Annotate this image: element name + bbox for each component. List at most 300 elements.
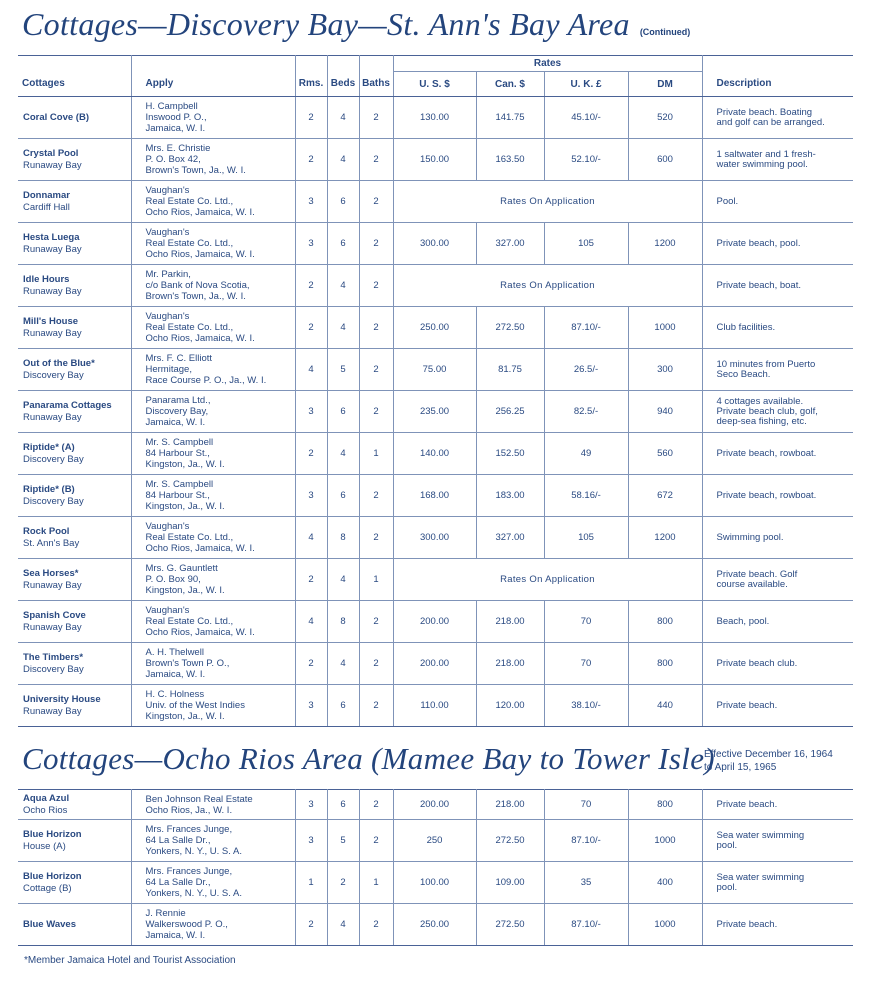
description-cell — [702, 475, 853, 517]
apply-line: Mrs. Frances Junge, — [145, 866, 233, 877]
beds-cell: 2 — [327, 862, 359, 904]
header-row — [18, 72, 853, 97]
apply-line: Vaughan's — [145, 605, 190, 616]
rates-on-application: Rates On Application — [393, 181, 702, 223]
table-row — [18, 391, 853, 433]
cottage-location: Discovery Bay — [23, 495, 84, 507]
footnote: *Member Jamaica Hotel and Tourist Association — [24, 955, 236, 966]
apply-line: Kingston, Ja., W. I. — [145, 459, 225, 470]
cottage-name: Panarama Cottages — [23, 399, 112, 411]
description-line: Sea water swimming — [716, 871, 805, 883]
cottage-location: Discovery Bay — [23, 663, 84, 675]
apply-line: Mr. S. Campbell — [145, 437, 214, 448]
cottage-name: Blue Horizon — [23, 828, 82, 840]
apply-line: A. H. Thelwell — [145, 647, 204, 658]
header-row-top — [18, 56, 853, 72]
description-line: Beach, pool. — [716, 615, 770, 627]
gbp-rate-cell: 38.10/- — [544, 685, 628, 727]
cad-rate-cell: 152.50 — [476, 433, 544, 475]
apply-line: 84 Harbour St., — [145, 490, 210, 501]
baths-cell: 2 — [359, 265, 393, 307]
usd-rate-cell: 250.00 — [393, 307, 476, 349]
apply-cell — [131, 349, 295, 391]
description-cell — [702, 790, 853, 820]
cottage-name: The Timbers* — [23, 651, 84, 663]
baths-cell: 1 — [359, 559, 393, 601]
table-row — [18, 181, 853, 223]
rooms-cell: 2 — [295, 97, 327, 139]
cottage-name: Hesta Luega — [23, 231, 80, 243]
usd-rate-cell: 150.00 — [393, 139, 476, 181]
description-cell — [702, 433, 853, 475]
apply-line: Brown's Town, Ja., W. I. — [145, 291, 246, 302]
rooms-cell: 4 — [295, 601, 327, 643]
description-line: Club facilities. — [716, 321, 776, 333]
apply-line: Ocho Rios, Jamaica, W. I. — [145, 249, 255, 260]
cottage-name-cell — [18, 643, 131, 685]
table-row — [18, 820, 853, 862]
gbp-rate-cell: 105 — [544, 517, 628, 559]
rooms-cell: 2 — [295, 559, 327, 601]
dm-rate-cell: 800 — [628, 643, 702, 685]
table-row — [18, 790, 853, 820]
gbp-rate-cell: 87.10/- — [544, 307, 628, 349]
description-line: Private beach. Boating — [716, 106, 813, 118]
apply-cell — [131, 265, 295, 307]
baths-cell: 2 — [359, 904, 393, 946]
col-description: Description — [702, 72, 853, 97]
cad-rate-cell: 272.50 — [476, 820, 544, 862]
cottage-location: Runaway Bay — [23, 327, 82, 339]
apply-cell — [131, 643, 295, 685]
dm-rate-cell: 800 — [628, 790, 702, 820]
baths-cell: 2 — [359, 97, 393, 139]
table-row — [18, 685, 853, 727]
col-apply: Apply — [131, 72, 295, 97]
rooms-cell: 2 — [295, 433, 327, 475]
apply-line: Ocho Rios, Jamaica, W. I. — [145, 207, 255, 218]
usd-rate-cell: 200.00 — [393, 643, 476, 685]
description-cell — [702, 223, 853, 265]
description-line: water swimming pool. — [716, 158, 808, 170]
apply-line: c/o Bank of Nova Scotia, — [145, 280, 250, 291]
cottage-location: Ocho Rios — [23, 804, 68, 816]
dm-rate-cell: 1200 — [628, 517, 702, 559]
cottage-name-cell — [18, 790, 131, 820]
col-usd: U. S. $ — [393, 72, 476, 97]
dm-rate-cell: 940 — [628, 391, 702, 433]
baths-cell: 2 — [359, 643, 393, 685]
apply-line: 64 La Salle Dr., — [145, 877, 211, 888]
rooms-cell: 3 — [295, 223, 327, 265]
description-line: and golf can be arranged. — [716, 116, 825, 128]
cottage-name-cell — [18, 139, 131, 181]
gbp-rate-cell: 70 — [544, 790, 628, 820]
cottage-name-cell — [18, 181, 131, 223]
description-line: Private beach. — [716, 798, 778, 810]
beds-cell: 4 — [327, 97, 359, 139]
cottage-name: Blue Horizon — [23, 870, 82, 882]
rates-on-application: Rates On Application — [393, 559, 702, 601]
description-cell — [702, 391, 853, 433]
baths-cell: 1 — [359, 433, 393, 475]
dm-rate-cell: 600 — [628, 139, 702, 181]
apply-cell — [131, 475, 295, 517]
beds-cell: 8 — [327, 601, 359, 643]
beds-cell: 4 — [327, 559, 359, 601]
gbp-rate-cell: 87.10/- — [544, 904, 628, 946]
ocho-rios-cottages-table — [18, 789, 853, 946]
cad-rate-cell: 327.00 — [476, 223, 544, 265]
rates-on-application: Rates On Application — [393, 265, 702, 307]
table-row — [18, 223, 853, 265]
apply-line: Jamaica, W. I. — [145, 417, 206, 428]
apply-cell — [131, 181, 295, 223]
usd-rate-cell: 200.00 — [393, 790, 476, 820]
apply-line: P. O. Box 42, — [145, 154, 201, 165]
baths-cell: 2 — [359, 391, 393, 433]
usd-rate-cell: 110.00 — [393, 685, 476, 727]
beds-cell: 5 — [327, 820, 359, 862]
baths-cell: 2 — [359, 517, 393, 559]
cottage-location: Runaway Bay — [23, 579, 82, 591]
table-row — [18, 517, 853, 559]
dm-rate-cell: 800 — [628, 601, 702, 643]
beds-cell: 6 — [327, 685, 359, 727]
apply-line: H. C. Holness — [145, 689, 205, 700]
dm-rate-cell: 1000 — [628, 820, 702, 862]
rooms-cell: 3 — [295, 181, 327, 223]
apply-line: Real Estate Co. Ltd., — [145, 322, 234, 333]
apply-cell — [131, 904, 295, 946]
cottage-name: Idle Hours — [23, 273, 70, 285]
table-row — [18, 307, 853, 349]
cottage-name: Coral Cove (B) — [23, 111, 89, 123]
cottage-name: Mill's House — [23, 315, 79, 327]
rooms-cell: 1 — [295, 862, 327, 904]
description-line: pool. — [716, 839, 738, 851]
table-row — [18, 559, 853, 601]
cad-rate-cell: 81.75 — [476, 349, 544, 391]
apply-line: Vaughan's — [145, 227, 190, 238]
description-line: Private beach. Golf — [716, 568, 798, 580]
description-cell — [702, 307, 853, 349]
apply-line: Vaughan's — [145, 311, 190, 322]
beds-cell: 6 — [327, 475, 359, 517]
apply-line: Vaughan's — [145, 521, 190, 532]
apply-line: Race Course P. O., Ja., W. I. — [145, 375, 267, 386]
dm-rate-cell: 1200 — [628, 223, 702, 265]
cottage-name-cell — [18, 307, 131, 349]
usd-rate-cell: 250 — [393, 820, 476, 862]
cad-rate-cell: 163.50 — [476, 139, 544, 181]
apply-cell — [131, 517, 295, 559]
table-row — [18, 349, 853, 391]
cottage-name: Riptide* (A) — [23, 441, 75, 453]
cottage-name: University House — [23, 693, 101, 705]
cottage-name: Spanish Cove — [23, 609, 86, 621]
cottage-name: Aqua Azul — [23, 792, 70, 804]
apply-cell — [131, 790, 295, 820]
dm-rate-cell: 520 — [628, 97, 702, 139]
apply-line: Inswood P. O., — [145, 112, 207, 123]
apply-cell — [131, 433, 295, 475]
usd-rate-cell: 140.00 — [393, 433, 476, 475]
description-line: Swimming pool. — [716, 531, 784, 543]
cad-rate-cell: 218.00 — [476, 601, 544, 643]
cottage-name-cell — [18, 391, 131, 433]
table-row — [18, 139, 853, 181]
apply-cell — [131, 862, 295, 904]
gbp-rate-cell: 87.10/- — [544, 820, 628, 862]
usd-rate-cell: 100.00 — [393, 862, 476, 904]
description-line: Private beach, rowboat. — [716, 489, 817, 501]
beds-cell: 8 — [327, 517, 359, 559]
cottage-name: Rock Pool — [23, 525, 70, 537]
description-cell — [702, 139, 853, 181]
cottage-location: Cottage (B) — [23, 882, 72, 894]
cottage-name-cell — [18, 904, 131, 946]
cottage-name: Riptide* (B) — [23, 483, 75, 495]
gbp-rate-cell: 82.5/- — [544, 391, 628, 433]
table-row — [18, 265, 853, 307]
apply-line: Mr. Parkin, — [145, 269, 191, 280]
dm-rate-cell: 1000 — [628, 307, 702, 349]
apply-line: Ocho Rios, Jamaica, W. I. — [145, 543, 255, 554]
apply-line: J. Rennie — [145, 908, 186, 919]
description-cell — [702, 559, 853, 601]
apply-line: Vaughan's — [145, 185, 190, 196]
baths-cell: 1 — [359, 862, 393, 904]
baths-cell: 2 — [359, 349, 393, 391]
cad-rate-cell: 120.00 — [476, 685, 544, 727]
apply-line: Discovery Bay, — [145, 406, 209, 417]
table-row — [18, 862, 853, 904]
usd-rate-cell: 235.00 — [393, 391, 476, 433]
rooms-cell: 3 — [295, 391, 327, 433]
gbp-rate-cell: 70 — [544, 601, 628, 643]
apply-cell — [131, 820, 295, 862]
gbp-rate-cell: 52.10/- — [544, 139, 628, 181]
apply-line: Yonkers, N. Y., U. S. A. — [145, 888, 242, 899]
gbp-rate-cell: 26.5/- — [544, 349, 628, 391]
description-line: Private beach. — [716, 918, 778, 930]
col-gbp: U. K. £ — [544, 72, 628, 97]
cottage-location: Runaway Bay — [23, 243, 82, 255]
apply-line: Brown's Town P. O., — [145, 658, 230, 669]
baths-cell: 2 — [359, 307, 393, 349]
baths-cell: 2 — [359, 139, 393, 181]
cottage-name: Sea Horses* — [23, 567, 79, 579]
cad-rate-cell: 109.00 — [476, 862, 544, 904]
cottage-name-cell — [18, 517, 131, 559]
rooms-cell: 4 — [295, 517, 327, 559]
cottage-name-cell — [18, 559, 131, 601]
apply-line: Real Estate Co. Ltd., — [145, 238, 234, 249]
apply-line: Ocho Rios, Jamaica, W. I. — [145, 627, 255, 638]
usd-rate-cell: 300.00 — [393, 223, 476, 265]
cottage-location: Runaway Bay — [23, 705, 82, 717]
description-line: Private beach club, golf, — [716, 405, 818, 417]
apply-line: Ocho Rios, Jamaica, W. I. — [145, 333, 255, 344]
apply-cell — [131, 601, 295, 643]
apply-line: Yonkers, N. Y., U. S. A. — [145, 846, 242, 857]
beds-cell: 4 — [327, 904, 359, 946]
apply-line: Jamaica, W. I. — [145, 123, 206, 134]
cottage-name: Crystal Pool — [23, 147, 79, 159]
apply-line: Kingston, Ja., W. I. — [145, 501, 225, 512]
beds-cell: 4 — [327, 433, 359, 475]
description-cell — [702, 181, 853, 223]
usd-rate-cell: 200.00 — [393, 601, 476, 643]
cottage-location: Runaway Bay — [23, 285, 82, 297]
cad-rate-cell: 272.50 — [476, 307, 544, 349]
apply-line: Jamaica, W. I. — [145, 930, 206, 941]
cottage-location: House (A) — [23, 840, 66, 852]
description-line: Private beach, boat. — [716, 279, 801, 291]
description-line: Private beach club. — [716, 657, 798, 669]
apply-line: Mrs. F. C. Elliott — [145, 353, 213, 364]
apply-line: Mrs. G. Gauntlett — [145, 563, 218, 574]
continued-label: (Continued) — [639, 27, 691, 37]
rooms-cell: 4 — [295, 349, 327, 391]
apply-line: Brown's Town, Ja., W. I. — [145, 165, 246, 176]
cad-rate-cell: 272.50 — [476, 904, 544, 946]
table-row — [18, 643, 853, 685]
description-line: Sea water swimming — [716, 829, 805, 841]
baths-cell: 2 — [359, 685, 393, 727]
cottage-name-cell — [18, 265, 131, 307]
apply-line: H. Campbell — [145, 101, 198, 112]
beds-cell: 6 — [327, 181, 359, 223]
apply-line: Kingston, Ja., W. I. — [145, 585, 225, 596]
dm-rate-cell: 440 — [628, 685, 702, 727]
usd-rate-cell: 300.00 — [393, 517, 476, 559]
cottage-location: Cardiff Hall — [23, 201, 70, 213]
description-cell — [702, 685, 853, 727]
cottage-location: Discovery Bay — [23, 453, 84, 465]
apply-line: Panarama Ltd., — [145, 395, 211, 406]
col-cottages: Cottages — [18, 72, 131, 97]
page-title: Cottages—Discovery Bay—St. Ann's Bay Area (Continued) — [22, 6, 691, 42]
apply-line: Real Estate Co. Ltd., — [145, 196, 234, 207]
rooms-cell: 3 — [295, 685, 327, 727]
apply-line: Ben Johnson Real Estate — [145, 793, 253, 805]
apply-cell — [131, 685, 295, 727]
beds-cell: 6 — [327, 790, 359, 820]
beds-cell: 4 — [327, 265, 359, 307]
usd-rate-cell: 168.00 — [393, 475, 476, 517]
apply-line: Mr. S. Campbell — [145, 479, 214, 490]
dm-rate-cell: 672 — [628, 475, 702, 517]
description-line: course available. — [716, 578, 788, 590]
cottage-location: Runaway Bay — [23, 159, 82, 171]
beds-cell: 4 — [327, 643, 359, 685]
table-row — [18, 433, 853, 475]
apply-cell — [131, 223, 295, 265]
table-row — [18, 601, 853, 643]
rooms-cell: 3 — [295, 475, 327, 517]
apply-cell — [131, 559, 295, 601]
description-cell — [702, 349, 853, 391]
cad-rate-cell: 218.00 — [476, 643, 544, 685]
dm-rate-cell: 300 — [628, 349, 702, 391]
gbp-rate-cell: 58.16/- — [544, 475, 628, 517]
usd-rate-cell: 250.00 — [393, 904, 476, 946]
col-cad: Can. $ — [476, 72, 544, 97]
beds-cell: 4 — [327, 139, 359, 181]
rooms-cell: 3 — [295, 820, 327, 862]
baths-cell: 2 — [359, 475, 393, 517]
discovery-bay-cottages-table — [18, 55, 853, 727]
baths-cell: 2 — [359, 790, 393, 820]
apply-cell — [131, 97, 295, 139]
apply-line: P. O. Box 90, — [145, 574, 201, 585]
description-line: Private beach, pool. — [716, 237, 801, 249]
rooms-cell: 2 — [295, 307, 327, 349]
cottage-name-cell — [18, 601, 131, 643]
dm-rate-cell: 400 — [628, 862, 702, 904]
col-baths: Baths — [359, 72, 393, 97]
apply-line: Hermitage, — [145, 364, 192, 375]
apply-cell — [131, 391, 295, 433]
description-cell — [702, 904, 853, 946]
rates-header: Rates — [393, 56, 702, 72]
cottage-name-cell — [18, 862, 131, 904]
cottage-name-cell — [18, 685, 131, 727]
gbp-rate-cell: 35 — [544, 862, 628, 904]
beds-cell: 4 — [327, 307, 359, 349]
description-cell — [702, 517, 853, 559]
beds-cell: 6 — [327, 391, 359, 433]
rooms-cell: 3 — [295, 790, 327, 820]
cottage-location: Runaway Bay — [23, 411, 82, 423]
apply-line: Jamaica, W. I. — [145, 669, 206, 680]
description-line: 10 minutes from Puerto — [716, 358, 816, 370]
baths-cell: 2 — [359, 601, 393, 643]
cottage-name-cell — [18, 97, 131, 139]
usd-rate-cell: 130.00 — [393, 97, 476, 139]
cottage-name-cell — [18, 820, 131, 862]
cottage-name: Blue Waves — [23, 918, 76, 930]
apply-cell — [131, 139, 295, 181]
description-line: deep-sea fishing, etc. — [716, 415, 807, 427]
cottage-name-cell — [18, 223, 131, 265]
cottage-name: Donnamar — [23, 189, 70, 201]
description-cell — [702, 265, 853, 307]
cad-rate-cell: 183.00 — [476, 475, 544, 517]
cottage-location: Runaway Bay — [23, 621, 82, 633]
description-line: Pool. — [716, 195, 739, 207]
apply-line: Real Estate Co. Ltd., — [145, 532, 234, 543]
apply-line: 64 La Salle Dr., — [145, 835, 211, 846]
cad-rate-cell: 218.00 — [476, 790, 544, 820]
apply-cell — [131, 307, 295, 349]
description-line: 4 cottages available. — [716, 395, 804, 407]
col-rooms: Rms. — [295, 72, 327, 97]
table-row — [18, 97, 853, 139]
description-line: Private beach, rowboat. — [716, 447, 817, 459]
dm-rate-cell: 560 — [628, 433, 702, 475]
apply-line: Real Estate Co. Ltd., — [145, 616, 234, 627]
rooms-cell: 2 — [295, 643, 327, 685]
col-beds: Beds — [327, 72, 359, 97]
beds-cell: 5 — [327, 349, 359, 391]
effective-dates: Effective December 16, 1964 to April 15, 1965 — [704, 749, 833, 773]
cottage-name-cell — [18, 349, 131, 391]
description-cell — [702, 862, 853, 904]
baths-cell: 2 — [359, 820, 393, 862]
